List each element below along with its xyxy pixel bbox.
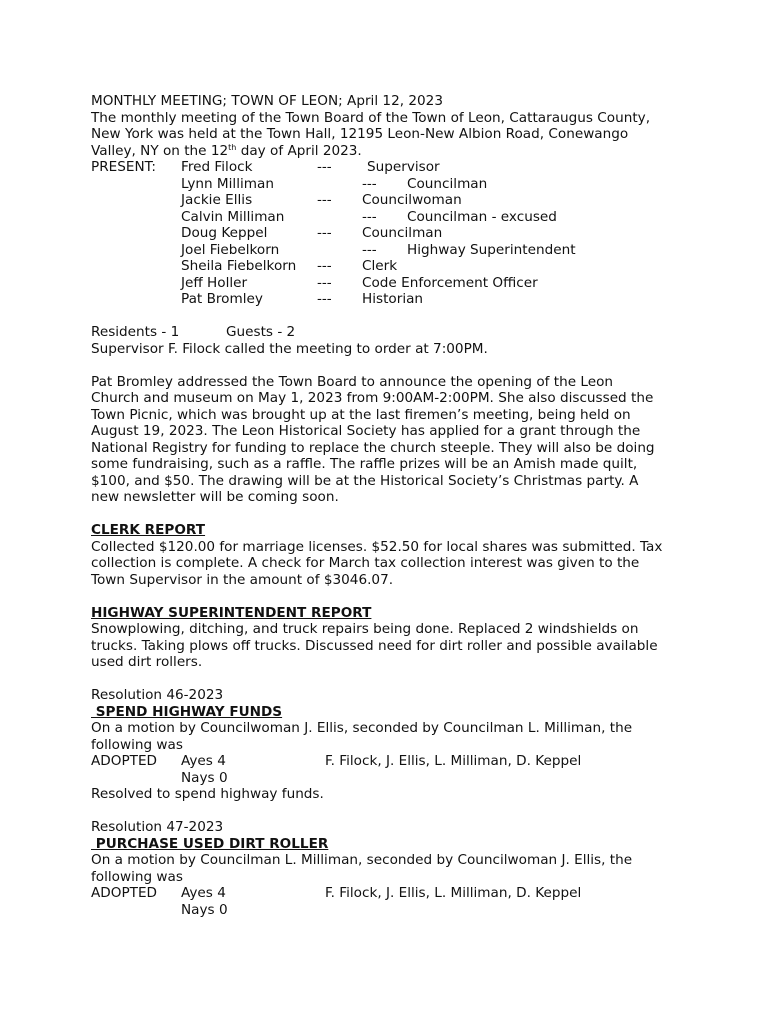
intro-line-date: [91, 143, 691, 160]
ayes-count: Ayes 4: [181, 885, 226, 901]
vote-row: [91, 770, 691, 787]
member-name: Jackie Ellis: [181, 192, 253, 208]
nays-count: Nays 0: [181, 769, 228, 786]
paragraph-line: Pat Bromley addressed the Town Board to announce the opening of the Leon: [91, 373, 614, 390]
member-role: Clerk: [362, 258, 398, 274]
paragraph-line: $100, and $50. The drawing will be at the Historical Society’s Christmas party. A: [91, 472, 639, 489]
attendance-row: [91, 192, 691, 209]
spacer: [91, 308, 691, 325]
motion-line: On a motion by Councilwoman J. Ellis, seconded by Councilman L. Milliman, the: [91, 720, 633, 736]
voters-list: F. Filock, J. Ellis, L. Milliman, D. Keppel: [325, 753, 582, 769]
intro-line: The monthly meeting of the Town Board of the Town of Leon, Cattaraugus County,: [91, 109, 651, 126]
member-name: Lynn Milliman: [181, 175, 274, 192]
separator-dash: ---: [317, 225, 332, 241]
paragraph-line: Church and museum on May 1, 2023 from 9:00AM-2:00PM. She also discussed the: [91, 390, 654, 406]
call-to-order: Supervisor F. Filock called the meeting to order at 7:00PM.: [91, 340, 488, 357]
member-name: Joel Fiebelkorn: [181, 241, 280, 258]
member-role: Historian: [362, 291, 424, 307]
spacer: [91, 803, 691, 820]
member-name: Jeff Holler: [181, 274, 248, 291]
member-role: Councilman: [407, 175, 488, 192]
member-name: Calvin Milliman: [181, 208, 285, 225]
motion-line: following was: [91, 868, 183, 885]
paragraph-line: National Registry for funding to replace the church steeple. They will also be doing: [91, 439, 655, 456]
member-role: Code Enforcement Officer: [362, 274, 538, 291]
separator-dash: ---: [317, 258, 332, 274]
separator-dash: ---: [362, 175, 377, 192]
attendance-row: [91, 291, 691, 308]
clerk-report-heading: CLERK REPORT: [91, 522, 206, 538]
paragraph-line: Town Picnic, which was brought up at the last firemen’s meeting, being held on: [91, 406, 631, 423]
motion-line: following was: [91, 736, 183, 753]
paragraph-line: used dirt rollers.: [91, 654, 203, 670]
separator-dash: ---: [317, 291, 332, 307]
attendance-row: [91, 225, 691, 242]
resolution-number: Resolution 46-2023: [91, 687, 224, 703]
residents-count: Residents - 1: [91, 324, 180, 340]
attendance-row: [91, 242, 691, 259]
attendance-row: [91, 275, 691, 292]
member-role: Councilman - excused: [407, 208, 557, 225]
vote-row: [91, 902, 691, 919]
resolution-number: Resolution 47-2023: [91, 819, 224, 835]
paragraph-line: new newsletter will be coming soon.: [91, 489, 339, 505]
paragraph-line: collection is complete. A check for March tax collection interest was given to the: [91, 555, 640, 571]
member-name: Pat Bromley: [181, 291, 263, 307]
separator-dash: ---: [317, 159, 332, 175]
member-name: Sheila Fiebelkorn: [181, 258, 297, 274]
attendance-row: [91, 159, 691, 176]
residents-guests-line: [91, 324, 691, 341]
separator-dash: ---: [317, 274, 332, 291]
separator-dash: ---: [362, 208, 377, 225]
adopted-label: ADOPTED: [91, 753, 158, 769]
voters-list: F. Filock, J. Ellis, L. Milliman, D. Keppel: [325, 885, 582, 901]
paragraph-line: some fundraising, such as a raffle. The raffle prizes will be an Amish made quilt,: [91, 456, 638, 472]
document-page: [91, 93, 691, 918]
attendance-row: [91, 258, 691, 275]
paragraph-line: Collected $120.00 for marriage licenses. $52.50 for local shares was submitted. Tax: [91, 538, 663, 555]
resolution-title: SPEND HIGHWAY FUNDS: [91, 703, 283, 720]
member-name: Doug Keppel: [181, 225, 268, 241]
meeting-title: MONTHLY MEETING; TOWN OF LEON; April 12, 2023: [91, 93, 443, 109]
intro-text: day of April 2023.: [236, 142, 362, 159]
resolved-line: Resolved to spend highway funds.: [91, 786, 324, 802]
attendance-row: [91, 209, 691, 226]
highway-report-heading: HIGHWAY SUPERINTENDENT REPORT: [91, 604, 372, 621]
vote-row: [91, 753, 691, 770]
paragraph-line: trucks. Taking plows off trucks. Discussed need for dirt roller and possible available: [91, 637, 658, 654]
member-role: Councilman: [362, 225, 443, 241]
paragraph-line: August 19, 2023. The Leon Historical Society has applied for a grant through the: [91, 423, 641, 439]
paragraph-line: Town Supervisor in the amount of $3046.07.: [91, 571, 394, 588]
separator-dash: ---: [362, 241, 377, 258]
resolution-title: PURCHASE USED DIRT ROLLER: [91, 835, 329, 852]
guests-count: Guests - 2: [226, 324, 296, 340]
spacer: [91, 671, 691, 688]
ordinal-suffix: th: [228, 142, 237, 152]
vote-row: [91, 885, 691, 902]
spacer: [91, 506, 691, 523]
nays-count: Nays 0: [181, 901, 228, 918]
ayes-count: Ayes 4: [181, 753, 226, 769]
intro-line: New York was held at the Town Hall, 12195 Leon-New Albion Road, Conewango: [91, 126, 629, 142]
member-role: Supervisor: [367, 159, 440, 175]
separator-dash: ---: [317, 192, 332, 208]
member-name: Fred Filock: [181, 159, 253, 175]
member-role: Highway Superintendent: [407, 241, 576, 258]
adopted-label: ADOPTED: [91, 885, 158, 901]
attendance-row: [91, 176, 691, 193]
member-role: Councilwoman: [362, 192, 462, 208]
spacer: [91, 588, 691, 605]
motion-line: On a motion by Councilman L. Milliman, seconded by Councilwoman J. Ellis, the: [91, 852, 633, 868]
intro-text: Valley, NY on the 12: [91, 142, 229, 159]
present-label: PRESENT:: [91, 159, 157, 175]
paragraph-line: Snowplowing, ditching, and truck repairs being done. Replaced 2 windshields on: [91, 621, 639, 637]
spacer: [91, 357, 691, 374]
historian-paragraph: [91, 374, 691, 506]
